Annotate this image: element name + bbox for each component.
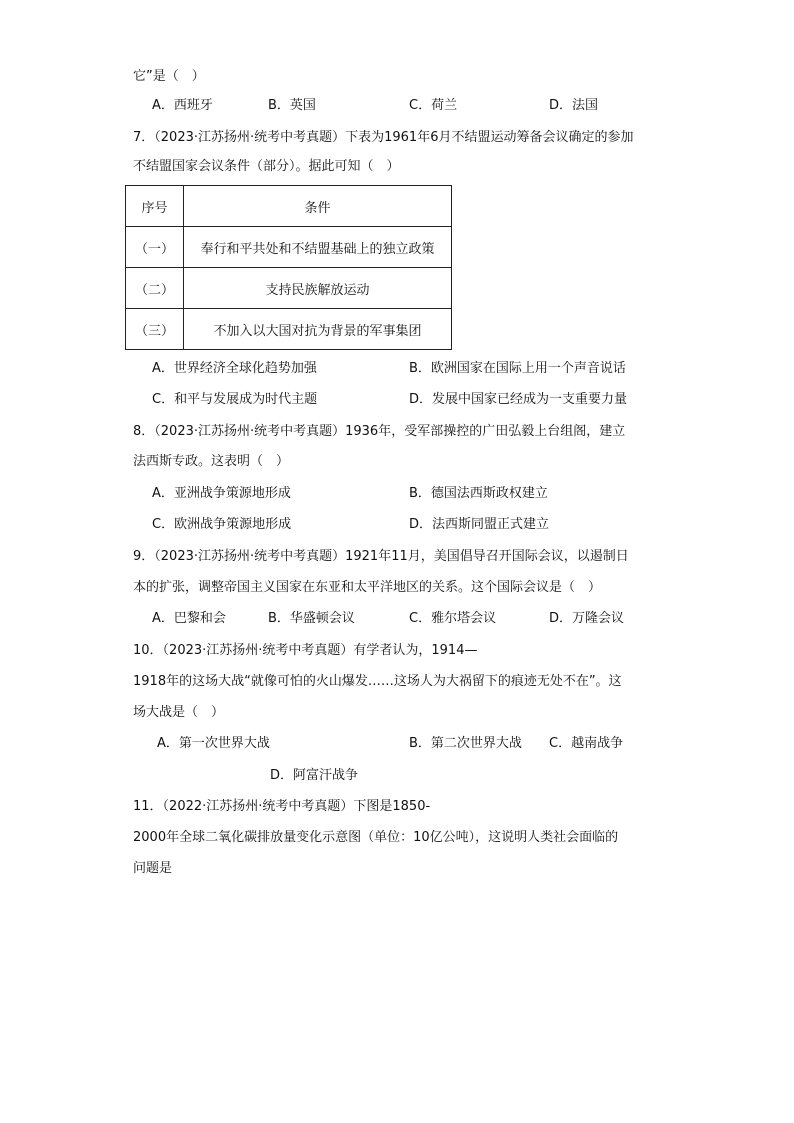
- q10-option-b: B．第二次世界大战: [409, 736, 522, 751]
- q6-option-a: A．西班牙: [152, 98, 213, 113]
- q7-conditions-table: [125, 185, 452, 350]
- q7-option-b: B．欧洲国家在国际上用一个声音说话: [409, 361, 626, 376]
- table-row: [126, 227, 452, 268]
- q6-stem-continued: 它”是（ ）: [133, 69, 205, 84]
- q10-option-d: D．阿富汗战争: [270, 768, 359, 783]
- table-header-row: [126, 186, 452, 227]
- table-cell: 支持民族解放运动: [184, 268, 452, 309]
- q9-option-d: D．万隆会议: [549, 611, 625, 626]
- q6-option-d: D．法国: [549, 98, 599, 113]
- table-header-cell: 条件: [184, 186, 452, 227]
- q8-option-a: A．亚洲战争策源地形成: [152, 486, 291, 501]
- table-header-cell: 序号: [126, 186, 184, 227]
- q10-stem-line2: 1918年的这场大战“就像可怕的火山爆发……这场人为大祸留下的痕迹无处不在”。这: [133, 674, 622, 689]
- q6-option-c: C．荷兰: [409, 98, 458, 113]
- q9-stem-line2: 本的扩张，调整帝国主义国家在东亚和太平洋地区的关系。这个国际会议是（ ）: [133, 580, 602, 595]
- q10-stem-line1: 10．（2023·江苏扬州·统考中考真题）有学者认为，1914—: [133, 643, 478, 658]
- table-row: [126, 268, 452, 309]
- q9-option-c: C．雅尔塔会议: [409, 611, 497, 626]
- q10-option-a: A．第一次世界大战: [157, 736, 270, 751]
- q10-stem-line3: 场大战是（ ）: [133, 705, 225, 720]
- q9-stem-line1: 9．（2023·江苏扬州·统考中考真题）1921年11月，美国倡导召开国际会议，以遏制日: [133, 549, 629, 564]
- q8-stem-line2: 法西斯专政。这表明（ ）: [133, 454, 290, 469]
- q10-option-c: C．越南战争: [549, 736, 624, 751]
- q7-stem-line1: 7．（2023·江苏扬州·统考中考真题）下表为1961年6月不结盟运动筹备会议确定的参加: [133, 130, 634, 145]
- q6-option-b: B．英国: [268, 98, 316, 113]
- q7-option-c: C．和平与发展成为时代主题: [152, 392, 318, 407]
- q7-stem-line2: 不结盟国家会议条件（部分）。据此可知（ ）: [133, 159, 400, 174]
- table-cell: 不加入以大国对抗为背景的军事集团: [184, 309, 452, 350]
- q11-stem-line3: 问题是: [133, 861, 173, 876]
- q9-option-b: B．华盛顿会议: [268, 611, 355, 626]
- table-cell: （三）: [126, 309, 184, 350]
- q7-option-a: A．世界经济全球化趋势加强: [152, 361, 317, 376]
- q7-option-d: D．发展中国家已经成为一支重要力量: [409, 392, 628, 407]
- table-cell: （一）: [126, 227, 184, 268]
- q8-stem-line1: 8．（2023·江苏扬州·统考中考真题）1936年，受军部操控的广田弘毅上台组阁，建立: [133, 424, 626, 439]
- q9-option-a: A．巴黎和会: [152, 611, 226, 626]
- table-row: [126, 309, 452, 350]
- q11-stem-line1: 11．（2022·江苏扬州·统考中考真题）下图是1850-: [133, 799, 431, 814]
- q11-stem-line2: 2000年全球二氧化碳排放量变化示意图（单位：10亿公吨），这说明人类社会面临的: [133, 830, 619, 845]
- q8-option-c: C．欧洲战争策源地形成: [152, 517, 292, 532]
- table-cell: 奉行和平共处和不结盟基础上的独立政策: [184, 227, 452, 268]
- table-cell: （二）: [126, 268, 184, 309]
- q8-option-b: B．德国法西斯政权建立: [409, 486, 548, 501]
- q8-option-d: D．法西斯同盟正式建立: [409, 517, 550, 532]
